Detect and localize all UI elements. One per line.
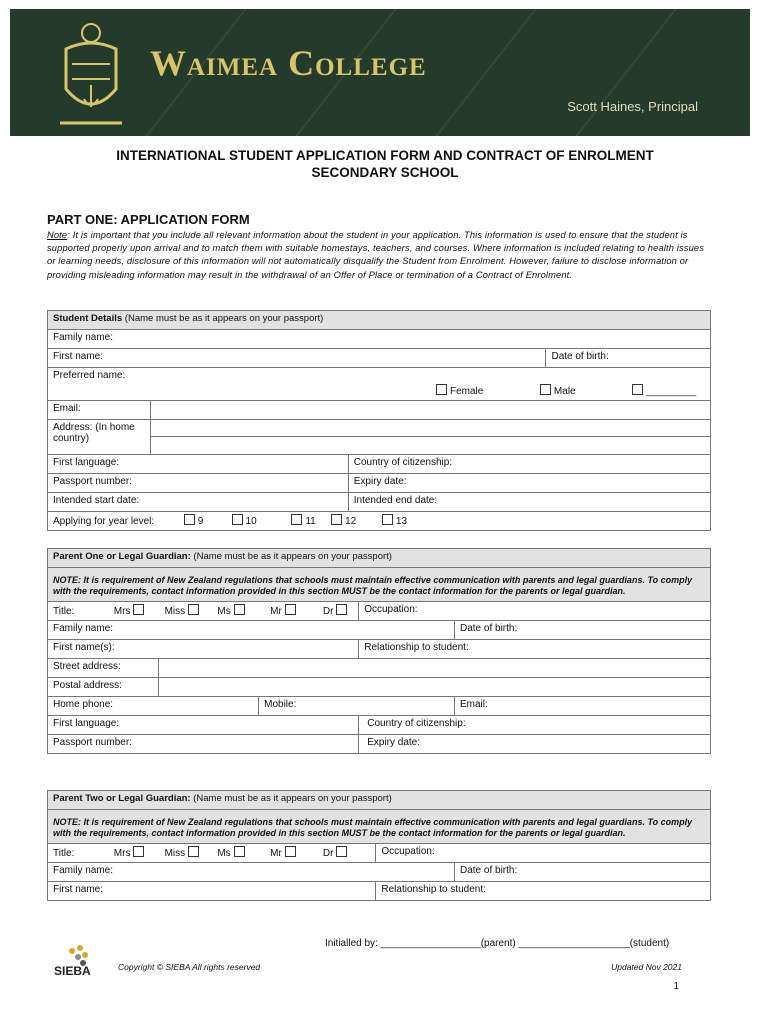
p2-relationship-field[interactable]: Relationship to student: <box>376 882 711 901</box>
intro-note <box>47 229 712 282</box>
parent-one-table <box>47 548 711 754</box>
student-email-label: Email: <box>48 401 151 420</box>
p1-miss-checkbox[interactable] <box>188 604 199 615</box>
year-10-checkbox[interactable] <box>232 514 243 525</box>
student-email-field[interactable] <box>151 401 711 420</box>
preferred-name-label: Preferred name: <box>53 370 126 381</box>
student-details-table <box>47 310 711 531</box>
title-line-1: INTERNATIONAL STUDENT APPLICATION FORM AND CONTRACT OF ENROLMENT <box>116 148 654 163</box>
p1-passport-field[interactable]: Passport number: <box>48 735 359 754</box>
parent-two-table <box>47 790 711 901</box>
college-crest-logo <box>58 19 124 131</box>
student-family-name-field[interactable]: Family name: <box>48 330 711 349</box>
male-label: Male <box>553 386 576 397</box>
sieba-logo <box>52 944 112 984</box>
student-preferred-name-field[interactable] <box>48 368 711 401</box>
note-label: Note <box>47 230 68 240</box>
svg-text:SIEBA: SIEBA <box>54 964 91 978</box>
other-gender-blank: _________ <box>646 386 697 397</box>
p1-mr-checkbox[interactable] <box>285 604 296 615</box>
p1-relationship-field[interactable]: Relationship to student: <box>359 640 711 659</box>
year-level-row: Applying for year level: 9 10 11 12 13 <box>48 512 711 531</box>
year-12-checkbox[interactable] <box>331 514 342 525</box>
student-expiry-field[interactable]: Expiry date: <box>348 474 710 493</box>
other-gender-checkbox[interactable] <box>632 384 643 395</box>
p1-postal-field[interactable] <box>159 678 711 697</box>
parent-one-title-row: Title: Mrs Miss Ms Mr Dr <box>48 602 359 621</box>
form-title <box>0 147 770 181</box>
parent-two-note: NOTE: It is requirement of New Zealand regulations that schools must maintain effective communication with parents and legal guardians. To comply with the requirements, contact information provided in this section MUST be the contact information for the parents or legal guardian. <box>48 810 711 844</box>
female-label: Female <box>450 386 484 397</box>
p1-postal-label: Postal address: <box>48 678 159 697</box>
p2-dob-field[interactable]: Date of birth: <box>455 863 711 882</box>
female-checkbox[interactable] <box>436 384 447 395</box>
page-number: 1 <box>673 981 679 992</box>
p2-mr-checkbox[interactable] <box>285 846 296 857</box>
title-line-2: SECONDARY SCHOOL <box>311 165 459 180</box>
part-heading: PART ONE: APPLICATION FORM <box>47 212 250 227</box>
p2-dr-checkbox[interactable] <box>336 846 347 857</box>
parent-one-heading: Parent One or Legal Guardian: (Name must be as it appears on your passport) <box>48 549 711 568</box>
principal-name: Scott Haines, Principal <box>567 99 698 114</box>
p2-ms-checkbox[interactable] <box>234 846 245 857</box>
p1-citizenship-field[interactable]: Country of citizenship: <box>359 716 711 735</box>
male-checkbox[interactable] <box>540 384 551 395</box>
p1-mrs-checkbox[interactable] <box>133 604 144 615</box>
student-dob-field[interactable]: Date of birth: <box>546 349 711 368</box>
copyright-text: Copyright © SIEBA All rights reserved <box>118 962 261 972</box>
p1-street-label: Street address: <box>48 659 159 678</box>
p1-family-name-field[interactable]: Family name: <box>48 621 455 640</box>
student-end-date-field[interactable]: Intended end date: <box>348 493 710 512</box>
college-name: Waimea College <box>150 43 427 83</box>
p2-first-name-field[interactable]: First name: <box>48 882 376 901</box>
parent-two-title-row: Title: Mrs Miss Ms Mr Dr <box>48 844 376 863</box>
student-start-date-field[interactable]: Intended start date: <box>48 493 349 512</box>
year-11-checkbox[interactable] <box>291 514 302 525</box>
initialled-by-line: Initialled by: __________________(parent) ____________________(student) <box>325 938 670 949</box>
p2-occupation-field[interactable]: Occupation: <box>376 844 711 863</box>
student-address-label: Address: (In home country) <box>48 420 151 455</box>
college-banner <box>10 9 750 136</box>
p2-mrs-checkbox[interactable] <box>133 846 144 857</box>
p1-email-field[interactable]: Email: <box>455 697 711 716</box>
note-text: : It is important that you include all relevant information about the student in your application. This information is used to ensure that the student is supported properly upon arrival and to match them with suitable homestays, teachers, and courses. Where information is included relating to health issues or learning needs, disclosure of this information will not automatically disqualify the Student from Enrolment. However, failure to disclose information or providing misleading information may result in the withdrawal of an Offer of Place or termination of a Contract of Enrolment. <box>47 230 705 280</box>
p1-dr-checkbox[interactable] <box>336 604 347 615</box>
p1-dob-field[interactable]: Date of birth: <box>455 621 711 640</box>
p1-first-language-field[interactable]: First language: <box>48 716 359 735</box>
year-13-checkbox[interactable] <box>382 514 393 525</box>
p1-expiry-field[interactable]: Expiry date: <box>359 735 711 754</box>
p1-mobile-field[interactable]: Mobile: <box>259 697 455 716</box>
p1-home-phone-field[interactable]: Home phone: <box>48 697 259 716</box>
year-level-label: Applying for year level: <box>53 516 155 527</box>
p1-ms-checkbox[interactable] <box>234 604 245 615</box>
student-citizenship-field[interactable]: Country of citizenship: <box>348 455 710 474</box>
p1-first-names-field[interactable]: First name(s): <box>48 640 359 659</box>
updated-date: Updated Nov 2021 <box>611 962 682 972</box>
p2-miss-checkbox[interactable] <box>188 846 199 857</box>
student-section-heading: Student Details (Name must be as it appears on your passport) <box>48 311 711 330</box>
parent-one-note: NOTE: It is requirement of New Zealand regulations that schools must maintain effective communication with parents and legal guardians. To comply with the requirements, contact information provided in this section MUST be the contact information for the parents or legal guardian. <box>48 568 711 602</box>
year-9-checkbox[interactable] <box>184 514 195 525</box>
p2-family-name-field[interactable]: Family name: <box>48 863 455 882</box>
student-address-field[interactable] <box>151 420 711 455</box>
student-passport-field[interactable]: Passport number: <box>48 474 349 493</box>
p1-occupation-field[interactable]: Occupation: <box>359 602 711 621</box>
p1-street-field[interactable] <box>159 659 711 678</box>
parent-two-heading: Parent Two or Legal Guardian: (Name must be as it appears on your passport) <box>48 791 711 810</box>
student-first-language-field[interactable]: First language: <box>48 455 349 474</box>
student-first-name-field[interactable]: First name: <box>48 349 546 368</box>
